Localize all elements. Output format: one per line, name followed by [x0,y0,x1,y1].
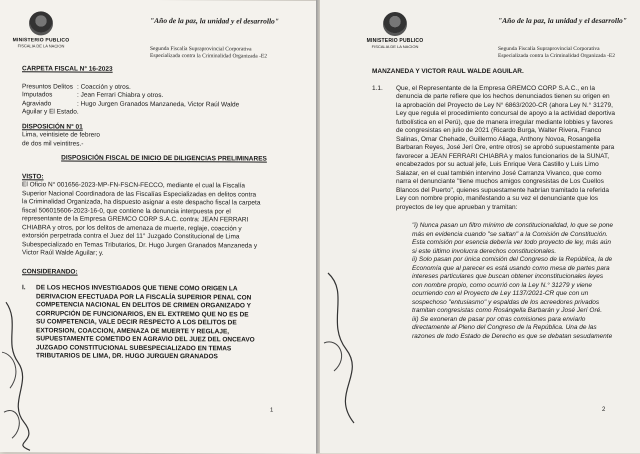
considerando-item [22,284,306,362]
fiscalia-name [150,46,267,61]
logo-title: MINISTERIO PUBLICO [366,38,424,44]
fiscalia-line-2: Especializada contra la Criminalidad Organizada -E2 [150,52,268,60]
text-line: Victor Raúl Walde Aguilar; y. [22,249,104,257]
text-line: de congresistas en julio de 2021 (Ricardo Burga, Walter Rivera, Franco [396,127,602,134]
text-line: narra el denunciante "tiene muchos amigos congresistas de Los Cuellos [396,178,604,185]
text-line: EXTORSION, COACCION, AMENAZA DE MUERTE Y REGLAJE, [36,326,230,335]
fecha-line-2: de dos mil veintitres.- [22,139,84,148]
text-line: Subespecializado en Temas Tributarios, Dr. Hugo Jurgen Granados Manzaneda y [22,240,258,250]
page-header [0,11,316,69]
text-line: ocurriendo con el Proyecto de Ley 1137/2021-CR que con un [412,290,589,297]
text-line: proyectos de ley que aprueban y tramitan: [396,203,518,211]
text-line: si este último involucra derechos constitucionales. [412,247,557,255]
text-line: CORRUPCIÓN DE FUNCIONARIOS, EN EL EXTREMO QUE NO ES DE [36,309,249,318]
text-line: Economía que al parecer es está usando como mesa de partes para [412,264,610,272]
section-number: 1.1. [372,84,383,92]
text-line: representante de la Empresa GREMCO CORP S.A.C. contra: JEAN FERRARI [22,215,249,224]
text-line: favorecer a JEAN FERRARI CHIABRA y malos funcionarios de la SUNAT, [396,152,610,160]
page-body [372,68,630,341]
fecha-line-1: Lima, veintisiete de febrero [22,131,101,139]
ministerio-publico-logo [364,12,426,49]
seal-icon [29,11,53,35]
party-label: Agraviado [22,99,52,107]
page-number: 1 [270,407,274,414]
text-line: denuncia de parte refiere que los hechos denunciados tienen su origen en [396,93,610,100]
document-page-2 [320,0,640,453]
item-number: I. [22,284,26,292]
text-line: SUPUESTAMENTE COMETIDO EN AGRAVIO DEL JUEZ DEL ONCEAVO [36,335,255,344]
text-line: sospechoso "entusiasmo" y espaldas de los acreedores privados [412,298,600,306]
text-line: futbolística en el Perú), que de manera irregular mediante lobbies y favores [396,118,613,126]
text-line: directamente al Pleno del Congreso de la República. Una de las [412,324,597,331]
text-line: Salazar, en el cual también intervino José Carranza Vivanco, que como [396,169,602,177]
text-line: Que, el Representante de la Empresa GREMCO CORP S.A.C., en la [396,84,595,92]
fiscalia-name [498,46,615,60]
text-line: fiscal 506015606-2023-16-0, que contiene la denuncia interpuesta por el [22,206,231,215]
text-line: El Oficio N° 001656-2023-MP-FN-FSCN-FECCO, mediante el cual la Fiscalía [22,181,245,190]
text-line: JUZGADO CONSTITUCIONAL SUBESPECIALIZADO EN TEMAS [36,343,232,352]
text-line: TRIBUTARIOS DE LIMA, DR. HUGO JURGUEN GRANADOS [36,352,218,361]
party-value: : Hugo Jurgen Granados Manzaneda, Victor Raúl Walde [77,100,240,108]
text-line: la Criminalidad Organizada, ha dispuesto asignar a este despacho fiscal la carpeta [22,198,261,207]
visto-paragraph [22,181,306,259]
handwritten-signature [0,292,48,452]
fiscalia-line-2: Especializada contra la Criminalidad Organizada -E2 [498,53,616,59]
party-label: Presuntos Delitos [22,82,73,91]
text-line: Salinas, Omar Chehade, Guillermo Aliaga, Anthony Novoa, Rosangella [396,135,601,143]
text-line: Ley con nombre propio, manifestando a su vez el denunciante que los [396,195,598,202]
carpeta-fiscal: CARPETA FISCAL N° 16-2023 [22,65,113,73]
continued-heading: MANZANEDA Y VICTOR RAUL WALDE AGUILAR. [372,68,524,75]
text-line: COMPETENCIA NACIONAL EN DELITOS DE CRIMEN ORGANIZADO Y [36,301,251,310]
party-value: : Jean Ferrari Chiabra y otros. [77,91,164,100]
text-line: DE LOS HECHOS INVESTIGADOS QUE TIENE COMO ORIGEN LA [36,284,238,293]
text-line: razones de todo Estado de Derecho es que se debatan sesudamente [412,332,613,340]
text-line: ii) Solo pasan por única comisión del Congreso de la República, la de [412,256,613,263]
text-line: Ley que regula el procedimiento concursal de apoyo a la actividad deportiva [396,110,615,117]
considerando-heading: CONSIDERANDO: [22,267,78,276]
quoted-block [412,222,615,341]
section-1-1 [372,85,630,342]
text-line: más en evidencia cuando "se saltan" a la Comisión de Constitución. [412,230,608,238]
text-line: Esta comisión por esencia debería ver todo proyecto de ley, más aún [412,239,611,246]
fiscalia-line-1: Segunda Fiscalía Supraprovincial Corporativa [150,45,252,53]
seal-icon [383,12,407,36]
party-label: Imputados [22,91,53,99]
ministerio-publico-logo [10,11,72,48]
page-number: 2 [602,407,606,413]
page-body [22,65,306,362]
text-line: extorsión perpetrada contra el Juez del 11° Juzgado Constitucional de Lima [22,232,240,241]
fiscalia-line-1: Segunda Fiscalía Supraprovincial Corporativa [498,46,600,52]
text-line: la aprobación del Proyecto de Ley N° 6863/2020-CR (ahora Ley N.° 31279, [396,101,613,109]
text-line: SU COMPETENCIA, VALE DECIR RESPECTO A LOS DELITOS DE [36,318,237,327]
logo-subtitle: FISCALIA DE LA NACION [371,44,419,49]
text-line: tramitan congresistas como Rosángella Barbarán y José Jerí Oré. [412,307,603,314]
handwritten-signature [320,253,372,453]
document-page-1 [0,0,316,454]
text-line: Blancos del Puerto", quienes supuestamente habrían tramitado la referida [396,186,609,194]
text-line: "i) Nunca pasan un filtro mínimo de constitucionalidad, lo que se pone [412,222,614,229]
text-line: CHIABRA y otros, por los delitos de amenaza de muerte, reglaje, coacción y [22,223,242,232]
motto: "Año de la paz, la unidad y el desarrollo" [150,15,279,26]
disposicion-title: DISPOSICIÓN FISCAL DE INICIO DE DILIGENCIAS PRELIMINARES [61,154,267,163]
text-line: con nombre propio, como ocurrió con la Ley N.° 31279 y viene [412,281,593,289]
logo-title: MINISTERIO PUBLICO [12,37,70,44]
text-line: iii) Se exoneran de pasar por otras comisiones para enviarlo [412,315,586,323]
visto-heading: VISTO: [22,172,44,180]
text-line: intereses particulares que buscan obtener inconstitucionales leyes [412,273,604,280]
disposicion-number: DISPOSICIÓN N° 01 [22,122,83,131]
party-value: : Coacción y otros. [77,83,131,91]
text-line: Superior Nacional Coordinadora de las Fiscalías Especializadas en delitos contra [22,189,257,199]
page-header [320,12,640,68]
text-line: Barbaran Reyes, José Jerí Ore, entre otros) se aprobó supuestamente para [396,144,615,151]
text-line: DERIVACION EFECTUADA POR LA FISCALÍA SUPERIOR PENAL CON [36,292,252,301]
text-line: encabezados por su actual jefe, Luis Enrique Vera Castillo y Luis Limo [396,161,599,168]
logo-subtitle: FISCALIA DE LA NACION [17,43,65,49]
party-continuation: Aguilar y El Estado. [22,108,79,116]
motto: "Año de la paz, la unidad y el desarrollo" [498,16,627,25]
